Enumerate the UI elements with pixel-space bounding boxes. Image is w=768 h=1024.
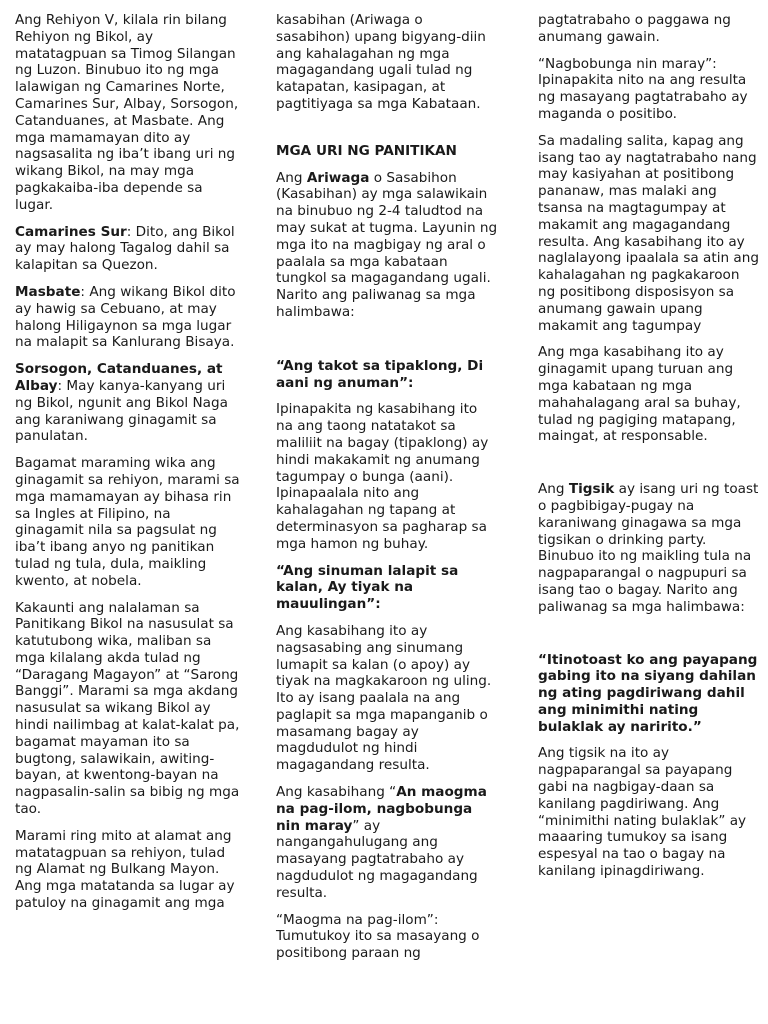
paragraph-kalan-explanation: Ang kasabihang ito ay nagsasabing ang sinumang lumapit sa kalan (o apoy) ay tiyak na magkakaroon ng uling. Ito ay isang paalala na ang paglapit sa mga mapanganib o masamang bagay ay magdudulot ng hindi magagandang resulta. [276, 622, 492, 774]
paragraph-tipaklong-explanation: Ipinapakita ng kasabihang ito na ang taong natatakot sa maliliit na bagay (tipaklong) ay hindi makakamit ng anumang tagumpay o bunga (aani). Ipinapaalala nito ang kahalagahan ng tapang at determinasyon sa pagharap sa mga hamon ng buhay. [276, 401, 489, 552]
text-tigsik-b: ay isang uri ng toast o pagbibigay-pugay na karaniwang ginagawa sa mga tigsikan o drinking party. Binubuo ito ng maikling tula na nagpaparangal o nagpupuri sa isang tao o bagay. Narito ang paliwanag sa mga halimbawa: [538, 481, 759, 615]
paragraph-sorsogon [15, 361, 243, 445]
text-sorsogon: : May kanya-kanyang uri ng Bikol, ngunit ang Bikol Naga ang karaniwang ginagamit sa panulatan. [15, 377, 228, 445]
paragraph-nagbobunga: “Nagbobunga nin maray”: Ipinapakita nito na ang resulta ng masayang pagtatrabaho ay maganda o positibo. [538, 55, 748, 122]
quote-tipaklong: “Ang takot sa tipaklong, Di aani ng anuman”: [276, 357, 484, 391]
paragraph-myths: Marami ring mito at alamat ang matatagpuan sa rehiyon, tulad ng Alamat ng Bulkang Mayon. Ang mga matatanda sa lugar ay patuloy na ginagamit ang mga [15, 827, 235, 912]
column-2 [276, 12, 498, 972]
paragraph-ariwaga [276, 170, 498, 321]
text-maogma-b: ” ay nangangahulugang ang masayang pagtatrabaho ay nagdudulot ng magagandang resulta. [276, 817, 478, 901]
quote-kalan: “Ang sinuman lalapit sa kalan, Ay tiyak na mauulingan”: [276, 562, 459, 613]
paragraph-kasabihan-continued: kasabihan (Ariwaga o sasabihon) upang bigyang-diin ang kahalagahan ng mga magagandang ugali tulad ng katapatan, kasipagan, at pagtitiyaga sa mga Kabataan. [276, 12, 486, 112]
label-maogma: An maogma na pag-ilom, nagbobunga nin maray [276, 784, 487, 834]
paragraph-pagtatrabaho: pagtatrabaho o paggawa ng anumang gawain. [538, 12, 731, 45]
text-maogma-a: Ang kasabihang “ [276, 784, 397, 801]
section-heading: MGA URI NG PANITIKAN [276, 142, 457, 159]
text-masbate: : Ang wikang Bikol dito ay hawig sa Cebuano, at may halong Hiligaynon sa mga lugar na malapit sa Kanlurang Bisaya. [15, 283, 236, 351]
column-1 [15, 12, 243, 922]
paragraph-camarines-sur [15, 224, 243, 274]
label-sorsogon: Sorsogon, Catanduanes, at Albay [15, 361, 223, 394]
paragraph-tigsik-explanation: Ang tigsik na ito ay nagpaparangal sa payapang gabi na nagbigay-daan sa kanilang pagdiriwang. Ang “minimithi nating bulaklak” ay maaaring tumukoy sa isang espesyal na tao o bagay na kanilang ipinagdiriwang. [538, 745, 747, 880]
paragraph-maogma-meaning: “Maogma na pag-ilom”: Tumutukoy ito sa masayang o positibong paraan ng [276, 911, 480, 962]
paragraph-maogma [276, 784, 498, 902]
paragraph-bikol-literature: Kakaunti ang nalalaman sa Panitikang Bikol na nasusulat sa katutubong wika, maliban sa mga kilalang akda tulad ng “Daragang Magayon” at “Sarong Banggi”. Marami sa mga akdang nasusulat sa wikang Bikol ay hindi nailimbag at kalat-kalat pa, bagamat mayaman ito sa bugtong, salawikain, awiting-bayan, at kwentong-bayan na nagpasalin-salin sa bibig ng mga tao. [15, 599, 240, 818]
label-camarines-sur: Camarines Sur [15, 223, 127, 240]
paragraph-tigsik [538, 481, 760, 615]
label-ariwaga: Ariwaga [306, 169, 370, 186]
text-ariwaga-b: o Sasabihon (Kasabihan) ay mga salawikain na binubuo ng 2-4 taludtod na may sukat at tugma. Layunin ng mga ito na magbigay ng aral o paalala sa mga kabataan tungkol sa magagandang ugali. Narito ang paliwanag sa mga halimbawa: [276, 169, 498, 320]
paragraph-kasabihan-purpose: Ang mga kasabihang ito ay ginagamit upang turuan ang mga kabataan ng mga mahahalagang aral sa buhay, tulad ng pagiging matapang, maingat, at responsable. [538, 344, 741, 445]
column-3 [538, 12, 760, 890]
text-tigsik-a: Ang [538, 481, 569, 498]
label-masbate: Masbate [15, 283, 81, 300]
paragraph-languages: Bagamat maraming wika ang ginagamit sa rehiyon, marami sa mga mamamayan ay bihasa rin sa Ingles at Filipino, na ginagamit nila sa pagsulat ng iba’t ibang anyo ng panitikan tulad ng tula, dula, maikling kwento, at nobela. [15, 455, 240, 589]
paragraph-summary: Sa madaling salita, kapag ang isang tao ay nagtatrabaho nang may kasiyahan at positibong pananaw, mas malaki ang tsansa na magtagumpay at makamit ang magagandang resulta. Ang kasabihang ito ay naglalayong ipaalala sa atin ang kahalagahan ng pagkakaroon ng positibong disposisyon sa anumang gawain upang makamit ang tagumpay [538, 132, 759, 334]
paragraph-masbate [15, 284, 243, 351]
label-tigsik: Tigsik [568, 481, 615, 498]
paragraph-region-intro: Ang Rehiyon V, kilala rin bilang Rehiyon ng Bikol, ay matatagpuan sa Timog Silangan ng Luzon. Binubuo ito ng mga lalawigan ng Camarines Norte, Camarines Sur, Albay, Sorsogon, Catanduanes, at Masbate. Ang mga mamamayan dito ay nagsasalita ng iba’t ibang uri ng wikang Bikol, na may mga pagkakaiba-iba depende sa lugar. [15, 12, 239, 213]
quote-itinotoast: “Itinotoast ko ang payapang gabing ito na siyang dahilan ng ating pagdiriwang dahil ang minimithi nating bulaklak ay naririto.” [538, 651, 758, 735]
text-camarines-sur: : Dito, ang Bikol ay may halong Tagalog dahil sa kalapitan sa Quezon. [15, 223, 235, 274]
text-ariwaga-a: Ang [276, 169, 307, 186]
